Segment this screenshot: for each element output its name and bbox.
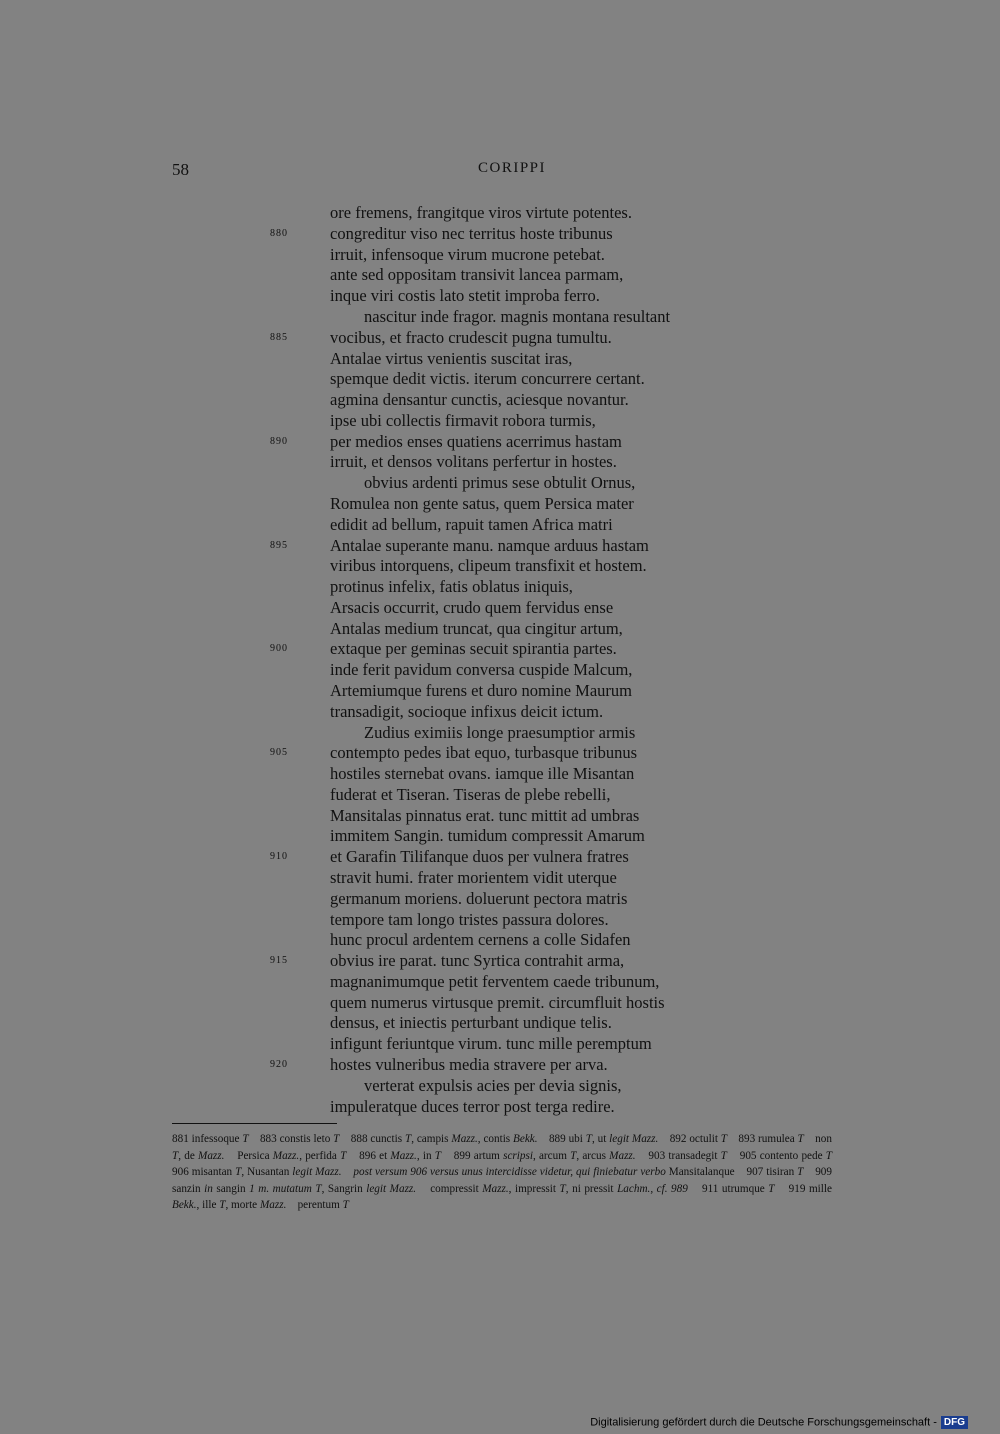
verse-line: et Garafin Tilifanque duos per vulnera fratres	[330, 847, 629, 867]
line-number: 885	[270, 331, 288, 343]
apparatus-segment: T	[797, 1133, 804, 1145]
apparatus-segment: 903 transadegit	[635, 1149, 721, 1162]
line-number: 890	[270, 435, 288, 447]
verse-line: Antalae superante manu. namque arduus hastam	[330, 535, 649, 555]
apparatus-segment: T	[333, 1133, 340, 1145]
verse-line: Artemiumque furens et duro nomine Maurum	[330, 680, 632, 700]
verse-line: obvius ardenti primus sese obtulit Ornus,	[364, 473, 636, 493]
dfg-logo: DFG	[941, 1416, 968, 1429]
apparatus-segment: T	[768, 1182, 775, 1195]
apparatus-segment: 883 constis leto	[248, 1133, 334, 1145]
verse-line: Antalae virtus venientis suscitat iras,	[330, 348, 573, 368]
apparatus-segment: T	[570, 1149, 577, 1162]
apparatus-segment: legit Mazz.	[366, 1182, 417, 1195]
apparatus-segment: T	[559, 1182, 566, 1195]
apparatus-segment: , campis	[411, 1133, 452, 1145]
apparatus-segment: T	[235, 1166, 242, 1179]
line-number: 910	[270, 851, 288, 863]
apparatus-segment: T	[172, 1149, 179, 1162]
apparatus-segment: T	[434, 1149, 441, 1162]
apparatus-segment: T	[585, 1133, 592, 1145]
verse-line: Arsacis occurrit, crudo quem fervidus ense	[330, 597, 614, 617]
apparatus-segment: 893 rumulea	[727, 1133, 798, 1145]
apparatus-segment	[342, 1166, 354, 1178]
apparatus-segment: , perfida	[299, 1149, 341, 1162]
apparatus-segment: , impressit	[508, 1182, 560, 1195]
apparatus-segment: perentum	[286, 1199, 343, 1212]
apparatus-segment: 909 sanzin	[172, 1166, 835, 1195]
verse-line: irruit, et densos volitans perfertur in hostes.	[330, 452, 617, 472]
apparatus-segment: , in	[416, 1149, 435, 1162]
verse-line: Antalas medium truncat, qua cingitur artum,	[330, 618, 623, 638]
apparatus-segment: sangin	[212, 1182, 250, 1195]
verse-line: inde ferit pavidum conversa cuspide Malcum,	[330, 660, 633, 680]
verse-line: per medios enses quatiens acerrimus hastam	[330, 431, 622, 451]
apparatus-segment: T	[720, 1149, 727, 1162]
apparatus-segment: in	[204, 1182, 213, 1195]
apparatus-segment: , morte	[225, 1199, 260, 1212]
verse-line: ore fremens, frangitque viros virtute potentes.	[330, 203, 632, 222]
line-number: 920	[270, 1059, 288, 1070]
line-number: 905	[270, 747, 288, 759]
page-number: 58	[172, 160, 189, 179]
verse-line: spemque dedit victis. iterum concurrere certant.	[330, 369, 645, 389]
verse-line: transadigit, socioque infixus deicit ictum.	[330, 701, 604, 721]
apparatus-segment: 899 artum	[440, 1149, 504, 1162]
verse-line: fuderat et Tiseran. Tiseras de plebe rebelli,	[330, 784, 611, 804]
verse-line: magnanimumque petit ferventem caede tribunum,	[330, 971, 660, 991]
verse-line: agmina densantur cunctis, aciesque novantur.	[330, 390, 629, 409]
apparatus-segment: , ni pressit	[565, 1182, 618, 1195]
verse-line: germanum moriens. doluerunt pectora matris	[330, 888, 628, 908]
apparatus-segment: , Nusantan	[241, 1166, 293, 1179]
verse-line: Romulea non gente satus, quem Persica mater	[330, 493, 634, 513]
apparatus-segment: T	[825, 1149, 832, 1162]
critical-apparatus	[172, 1131, 844, 1214]
apparatus-segment: legit Mazz.	[609, 1133, 659, 1145]
apparatus-segment: T	[404, 1133, 412, 1145]
apparatus-segment: 889 ubi	[537, 1133, 586, 1145]
verse-line: hostes vulneribus media stravere per arva.	[330, 1055, 608, 1074]
footnote-rule	[172, 1123, 337, 1124]
verse-line: protinus infelix, fatis oblatus iniquis,	[330, 577, 573, 596]
apparatus-segment: , Sangrin	[321, 1182, 367, 1195]
verse-line: extaque per geminas secuit spirantia partes.	[330, 639, 617, 659]
verse-line: irruit, infensoque virum mucrone petebat.	[330, 244, 605, 264]
apparatus-segment: T	[797, 1166, 804, 1179]
verse-line: contempto pedes ibat equo, turbasque tribunus	[330, 743, 638, 763]
verse-line: nascitur inde fragor. magnis montana resultant	[364, 306, 671, 326]
apparatus-segment: Mazz.	[198, 1149, 225, 1162]
verse-line: inque viri costis lato stetit improba ferro.	[330, 286, 600, 306]
apparatus-segment: , arcum	[532, 1149, 571, 1162]
apparatus-segment: Mansitalanque 907 tisiran	[665, 1166, 798, 1179]
verse-line: verterat expulsis acies per devia signis,	[364, 1075, 622, 1095]
apparatus-segment: T	[720, 1133, 728, 1145]
verse-line: impuleratque duces terror post terga redire.	[330, 1096, 615, 1116]
apparatus-segment: T	[340, 1149, 347, 1162]
apparatus-segment: Persica	[224, 1149, 273, 1162]
apparatus-segment: post versum 906 versus unus intercidisse videtur, qui finiebatur verbo	[353, 1166, 666, 1179]
verse-line: hunc procul ardentem cernens a colle Sidafen	[330, 930, 631, 950]
apparatus-segment: Mazz.	[390, 1149, 417, 1162]
apparatus-segment: non	[803, 1133, 835, 1145]
verse-line: edidit ad bellum, rapuit tamen Africa matri	[330, 514, 613, 534]
digitization-credit	[590, 1416, 968, 1429]
line-number: 880	[270, 227, 288, 239]
verse-line: Mansitalas pinnatus erat. tunc mittit ad umbras	[330, 805, 640, 825]
apparatus-segment: 906 misantan	[172, 1149, 844, 1179]
verse-line: ipse ubi collectis firmavit robora turmis,	[330, 410, 596, 430]
verse-line: hostiles sternebat ovans. iamque ille Misantan	[330, 764, 635, 784]
apparatus-segment: 1 m. mutatum T	[249, 1182, 322, 1195]
apparatus-segment: Mazz.	[259, 1199, 287, 1212]
apparatus-segment: compressit	[416, 1182, 483, 1195]
verse-line: viribus intorquens, clipeum transfixit et hostem.	[330, 556, 647, 576]
apparatus-segment: , de	[178, 1149, 198, 1162]
apparatus-segment: legit Mazz.	[292, 1166, 342, 1179]
apparatus-segment: T	[219, 1199, 226, 1212]
apparatus-segment: , ut	[591, 1133, 610, 1145]
line-number: 895	[270, 539, 288, 551]
verse-line: tempore tam longo tristes passura dolores.	[330, 909, 609, 929]
apparatus-segment: Lachm., cf. 989	[617, 1182, 688, 1195]
apparatus-segment: 888 cunctis	[339, 1133, 405, 1145]
apparatus-segment: Bekk.	[172, 1199, 197, 1212]
running-title: CORIPPI	[478, 160, 547, 176]
apparatus-segment: Mazz.	[272, 1149, 300, 1162]
apparatus-segment: 905 contento pede	[726, 1149, 826, 1162]
verse-line: congreditur viso nec territus hoste tribunus	[330, 223, 613, 243]
verse-line: stravit humi. frater morientem vidit uterque	[330, 868, 617, 887]
line-number: 915	[270, 955, 288, 967]
apparatus-segment: 919 mille	[774, 1182, 835, 1195]
apparatus-segment: 911 utrumque	[687, 1182, 769, 1195]
verse-line: ante sed oppositam transivit lancea parmam,	[330, 265, 624, 285]
apparatus-segment: 881 infessoque	[172, 1133, 243, 1145]
verse-line: immitem Sangin. tumidum compressit Amarum	[330, 826, 645, 846]
verse-line: densus, et iniectis perturbant undique telis.	[330, 1013, 612, 1033]
apparatus-segment: Mazz.	[609, 1149, 636, 1162]
apparatus-segment: scripsi	[503, 1149, 533, 1162]
verse-line: obvius ire parat. tunc Syrtica contrahit arma,	[330, 951, 625, 971]
apparatus-segment: , ille	[196, 1199, 220, 1212]
apparatus-segment: T	[242, 1133, 249, 1145]
apparatus-segment: Mazz.	[482, 1182, 509, 1195]
verse-line: infigunt feriuntque virum. tunc mille peremptum	[330, 1034, 652, 1054]
apparatus-segment: 892 octulit	[658, 1133, 721, 1145]
credit-text: Digitalisierung gefördert durch die Deutsche Forschungsgemeinschaft -	[590, 1416, 937, 1429]
apparatus-segment: 896 et	[346, 1149, 391, 1162]
apparatus-segment: Bekk.	[513, 1133, 538, 1145]
line-number: 900	[270, 643, 288, 655]
apparatus-segment: Mazz.	[451, 1133, 478, 1145]
verse-line: vocibus, et fracto crudescit pugna tumultu.	[330, 327, 612, 347]
apparatus-segment: , arcus	[576, 1149, 610, 1162]
apparatus-segment: , contis	[477, 1133, 514, 1145]
apparatus-segment: T	[342, 1199, 349, 1212]
verse-line: quem numerus virtusque premit. circumfluit hostis	[330, 992, 665, 1012]
verse-line: Zudius eximiis longe praesumptior armis	[364, 722, 636, 742]
